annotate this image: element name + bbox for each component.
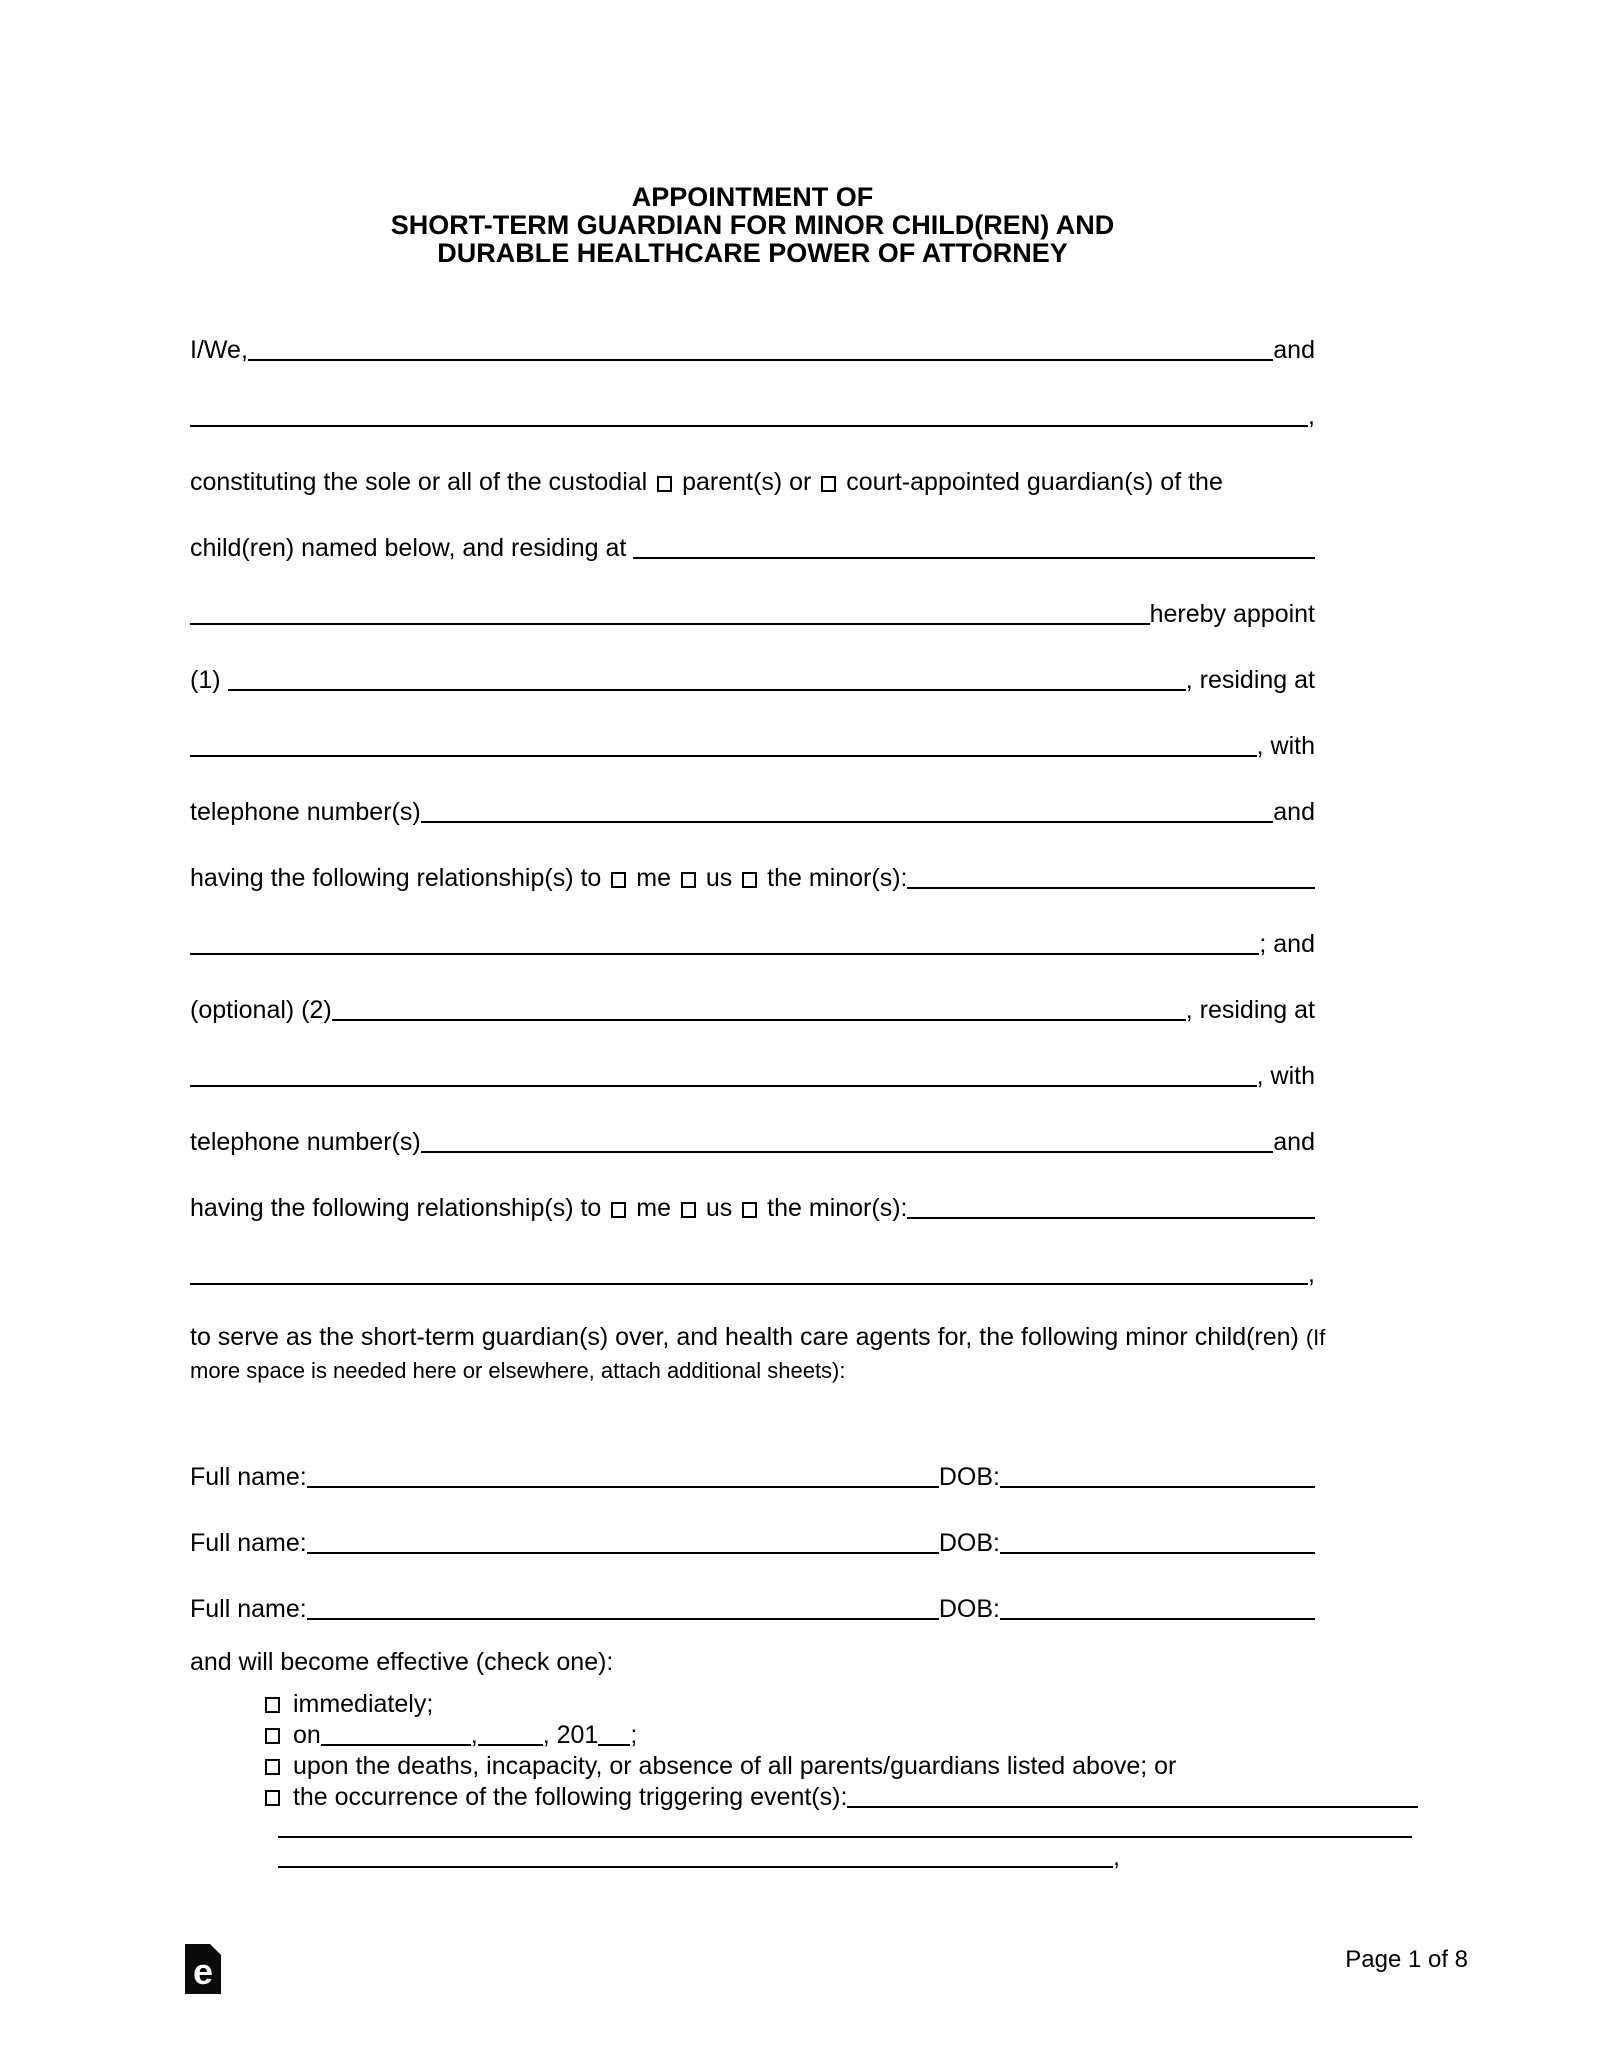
text-segment: DOB: xyxy=(938,1463,1000,1491)
text-segment: , xyxy=(1308,402,1315,430)
text-segment: to serve as the short-term guardian(s) over, and health care agents for, the following minor child(ren) xyxy=(190,1323,1306,1351)
text-segment: DOB: xyxy=(938,1529,1000,1557)
blank-field[interactable] xyxy=(278,1866,1113,1868)
text-segment: constituting the sole or all of the custodial xyxy=(190,468,655,496)
text-segment: , xyxy=(470,1721,478,1749)
page-number: Page 1 of 8 xyxy=(1345,1946,1468,1973)
children-section xyxy=(190,1424,1315,1622)
text-segment: , xyxy=(1308,1260,1315,1288)
text-segment: I/We, xyxy=(190,336,248,364)
text-segment: immediately; xyxy=(286,1690,434,1718)
checkbox[interactable] xyxy=(681,1202,696,1218)
blank-field[interactable] xyxy=(907,1217,1315,1219)
text-segment: (optional) (2) xyxy=(190,996,332,1024)
title-line: DURABLE HEALTHCARE POWER OF ATTORNEY xyxy=(437,238,1068,268)
blank-field[interactable] xyxy=(421,821,1274,823)
blank-field[interactable] xyxy=(228,689,1186,691)
text-segment: Full name: xyxy=(190,1595,307,1623)
blank-field[interactable] xyxy=(847,1806,1418,1808)
text-segment: , xyxy=(1113,1843,1120,1871)
text-segment: , residing at xyxy=(1185,666,1315,694)
text-segment: (If xyxy=(1305,1325,1326,1350)
text-segment: telephone number(s) xyxy=(190,1128,421,1156)
text-segment: , with xyxy=(1256,732,1315,760)
text-segment: the minor(s): xyxy=(760,864,908,892)
form-line xyxy=(190,759,1315,825)
serve-paragraph-line xyxy=(190,1354,1315,1387)
blank-field[interactable] xyxy=(633,557,1315,559)
checkbox[interactable] xyxy=(681,872,696,888)
text-segment: court-appointed guardian(s) of the xyxy=(839,468,1223,496)
blank-field[interactable] xyxy=(478,1744,543,1746)
text-segment: and xyxy=(1273,798,1315,826)
text-segment: me xyxy=(629,864,678,892)
checkbox[interactable] xyxy=(611,1202,626,1218)
continuation-line xyxy=(278,1810,1412,1840)
blank-field[interactable] xyxy=(190,755,1257,757)
blank-field[interactable] xyxy=(307,1486,939,1488)
checkbox[interactable] xyxy=(265,1759,280,1775)
triggering-event-continuation xyxy=(278,1810,1412,1870)
document-title xyxy=(190,0,1315,267)
text-segment: DOB: xyxy=(938,1595,1000,1623)
blank-field[interactable] xyxy=(1000,1486,1315,1488)
form-line xyxy=(190,891,1315,957)
blank-field[interactable] xyxy=(1000,1552,1315,1554)
text-segment: Full name: xyxy=(190,1463,307,1491)
continuation-line xyxy=(278,1840,1412,1870)
text-segment: and xyxy=(1273,1128,1315,1156)
checkbox[interactable] xyxy=(265,1790,280,1806)
blank-field[interactable] xyxy=(278,1836,1412,1838)
text-segment: us xyxy=(698,1194,740,1222)
child-name-row xyxy=(190,1424,1315,1490)
effective-option xyxy=(265,1717,1418,1748)
blank-field[interactable] xyxy=(190,623,1150,625)
text-segment: child(ren) named below, and residing at xyxy=(190,534,634,562)
form-line xyxy=(190,693,1315,759)
text-segment: ; and xyxy=(1259,930,1315,958)
blank-field[interactable] xyxy=(307,1618,939,1620)
text-segment: , with xyxy=(1256,1062,1315,1090)
form-line xyxy=(190,1221,1315,1287)
form-line xyxy=(190,1023,1315,1089)
text-segment: the occurrence of the following triggering event(s): xyxy=(286,1783,848,1811)
title-line: SHORT-TERM GUARDIAN FOR MINOR CHILD(REN) AND xyxy=(390,210,1115,240)
text-segment: upon the deaths, incapacity, or absence of all parents/guardians listed above; or xyxy=(286,1752,1177,1780)
form-line xyxy=(190,363,1315,429)
text-segment: having the following relationship(s) to xyxy=(190,1194,609,1222)
text-segment: parent(s) or xyxy=(675,468,819,496)
child-name-row xyxy=(190,1556,1315,1622)
blank-field[interactable] xyxy=(307,1552,939,1554)
form-line xyxy=(190,1089,1315,1155)
effective-options xyxy=(265,1686,1418,1810)
form-line xyxy=(190,627,1315,693)
text-segment: me xyxy=(629,1194,678,1222)
form-line xyxy=(190,825,1315,891)
text-segment: hereby appoint xyxy=(1149,600,1315,628)
checkbox[interactable] xyxy=(821,476,836,492)
text-segment: us xyxy=(698,864,740,892)
checkbox[interactable] xyxy=(265,1728,280,1744)
form-line xyxy=(190,429,1315,495)
blank-field[interactable] xyxy=(321,1744,471,1746)
checkbox[interactable] xyxy=(657,476,672,492)
blank-field[interactable] xyxy=(190,953,1259,955)
blank-field[interactable] xyxy=(598,1744,630,1746)
text-segment: , 201 xyxy=(542,1721,599,1749)
blank-field[interactable] xyxy=(907,887,1315,889)
form-line xyxy=(190,561,1315,627)
eforms-logo xyxy=(185,1944,221,1994)
intro-section xyxy=(190,297,1315,1287)
blank-field[interactable] xyxy=(248,359,1273,361)
form-line xyxy=(190,957,1315,1023)
text-segment: on xyxy=(286,1721,321,1749)
effective-option xyxy=(265,1686,1418,1717)
blank-field[interactable] xyxy=(190,1283,1308,1285)
checkbox[interactable] xyxy=(742,872,757,888)
form-line xyxy=(190,1155,1315,1221)
blank-field[interactable] xyxy=(190,425,1308,427)
eforms-logo-letter: e xyxy=(192,1951,214,1992)
checkbox[interactable] xyxy=(265,1697,280,1713)
text-segment: (1) xyxy=(190,666,228,694)
text-segment: telephone number(s) xyxy=(190,798,421,826)
serve-paragraph-line xyxy=(190,1321,1326,1354)
effective-label: and will become effective (check one): xyxy=(190,1648,614,1676)
text-segment: Full name: xyxy=(190,1529,307,1557)
effective-option xyxy=(265,1779,1418,1810)
text-segment: ; xyxy=(630,1721,638,1749)
checkbox[interactable] xyxy=(611,872,626,888)
effective-option xyxy=(265,1748,1418,1779)
serve-paragraph xyxy=(190,1321,1326,1387)
form-line xyxy=(190,495,1315,561)
text-segment: the minor(s): xyxy=(760,1194,908,1222)
title-line: APPOINTMENT OF xyxy=(631,182,874,212)
form-line xyxy=(190,297,1315,363)
child-name-row xyxy=(190,1490,1315,1556)
text-segment: more space is needed here or elsewhere, attach additional sheets): xyxy=(190,1358,846,1383)
blank-field[interactable] xyxy=(332,1019,1186,1021)
blank-field[interactable] xyxy=(190,1085,1257,1087)
text-segment: having the following relationship(s) to xyxy=(190,864,609,892)
blank-field[interactable] xyxy=(421,1151,1274,1153)
blank-field[interactable] xyxy=(1000,1618,1315,1620)
text-segment: , residing at xyxy=(1185,996,1315,1024)
checkbox[interactable] xyxy=(742,1202,757,1218)
text-segment: and xyxy=(1273,336,1315,364)
